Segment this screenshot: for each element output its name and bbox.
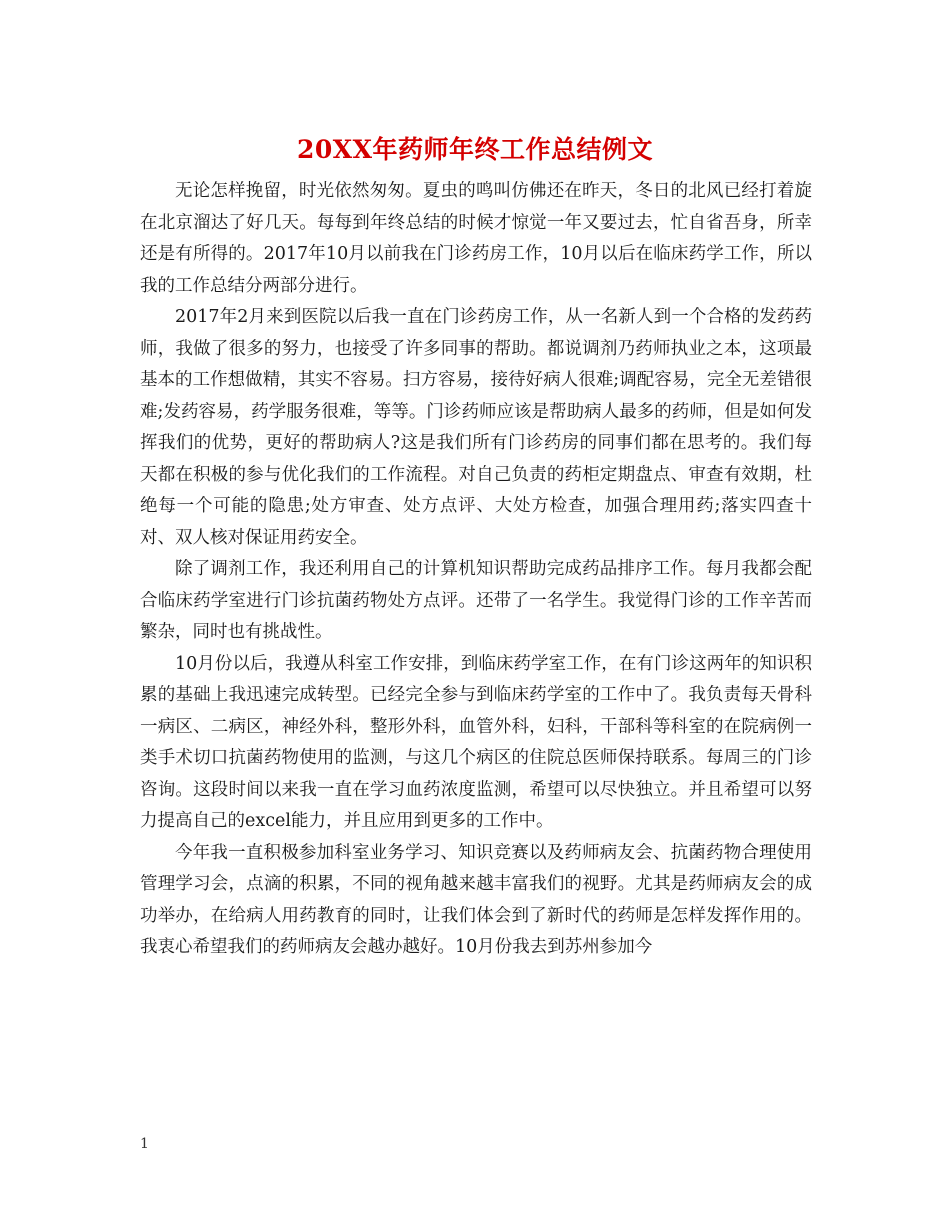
- paragraph-3: 除了调剂工作，我还利用自己的计算机知识帮助完成药品排序工作。每月我都会配合临床药学室进行门诊抗菌药物处方点评。还带了一名学生。我觉得门诊的工作辛苦而繁杂，同时也有挑战性。: [140, 559, 812, 642]
- paragraph-1: 无论怎样挽留，时光依然匆匆。夏虫的鸣叫仿佛还在昨天，冬日的北风已经打着旋在北京溜达了好几天。每每到年终总结的时候才惊觉一年又要过去，忙自省吾身，所幸还是有所得的。2017年10月以前我在门诊药房工作，10月以后在临床药学工作，所以我的工作总结分两部分进行。: [140, 181, 812, 296]
- paragraph-5: 今年我一直积极参加科室业务学习、知识竞赛以及药师病友会、抗菌药物合理使用管理学习会，点滴的积累，不同的视角越来越丰富我们的视野。尤其是药师病友会的成功举办，在给病人用药教育的同时，让我们体会到了新时代的药师是怎样发挥作用的。我衷心希望我们的药师病友会越办越好。10月份我去到苏州参加今: [140, 842, 812, 957]
- page-number: 1: [140, 1136, 149, 1152]
- paragraph-2: 2017年2月来到医院以后我一直在门诊药房工作，从一名新人到一个合格的发药药师，我做了很多的努力，也接受了许多同事的帮助。都说调剂乃药师执业之本，这项最基本的工作想做精，其实不容易。扫方容易，接待好病人很难;调配容易，完全无差错很难;发药容易，药学服务很难，等等。门诊药师应该是帮助病人最多的药师，但是如何发挥我们的优势，更好的帮助病人?这是我们所有门诊药房的同事们都在思考的。我们每天都在积极的参与优化我们的工作流程。对自己负责的药柜定期盘点、审查有效期，杜绝每一个可能的隐患;处方审查、处方点评、大处方检查，加强合理用药;落实四查十对、双人核对保证用药安全。: [140, 307, 812, 548]
- paragraph-4: 10月份以后，我遵从科室工作安排，到临床药学室工作，在有门诊这两年的知识积累的基础上我迅速完成转型。已经完全参与到临床药学室的工作中了。我负责每天骨科一病区、二病区，神经外科，整形外科，血管外科，妇科，干部科等科室的在院病例一类手术切口抗菌药物使用的监测，与这几个病区的住院总医师保持联系。每周三的门诊咨询。这段时间以来我一直在学习血药浓度监测，希望可以尽快独立。并且希望可以努力提高自己的excel能力，并且应用到更多的工作中。: [140, 653, 812, 831]
- document-body: [140, 176, 812, 964]
- document-title: 20XX年药师年终工作总结例文: [296, 135, 654, 164]
